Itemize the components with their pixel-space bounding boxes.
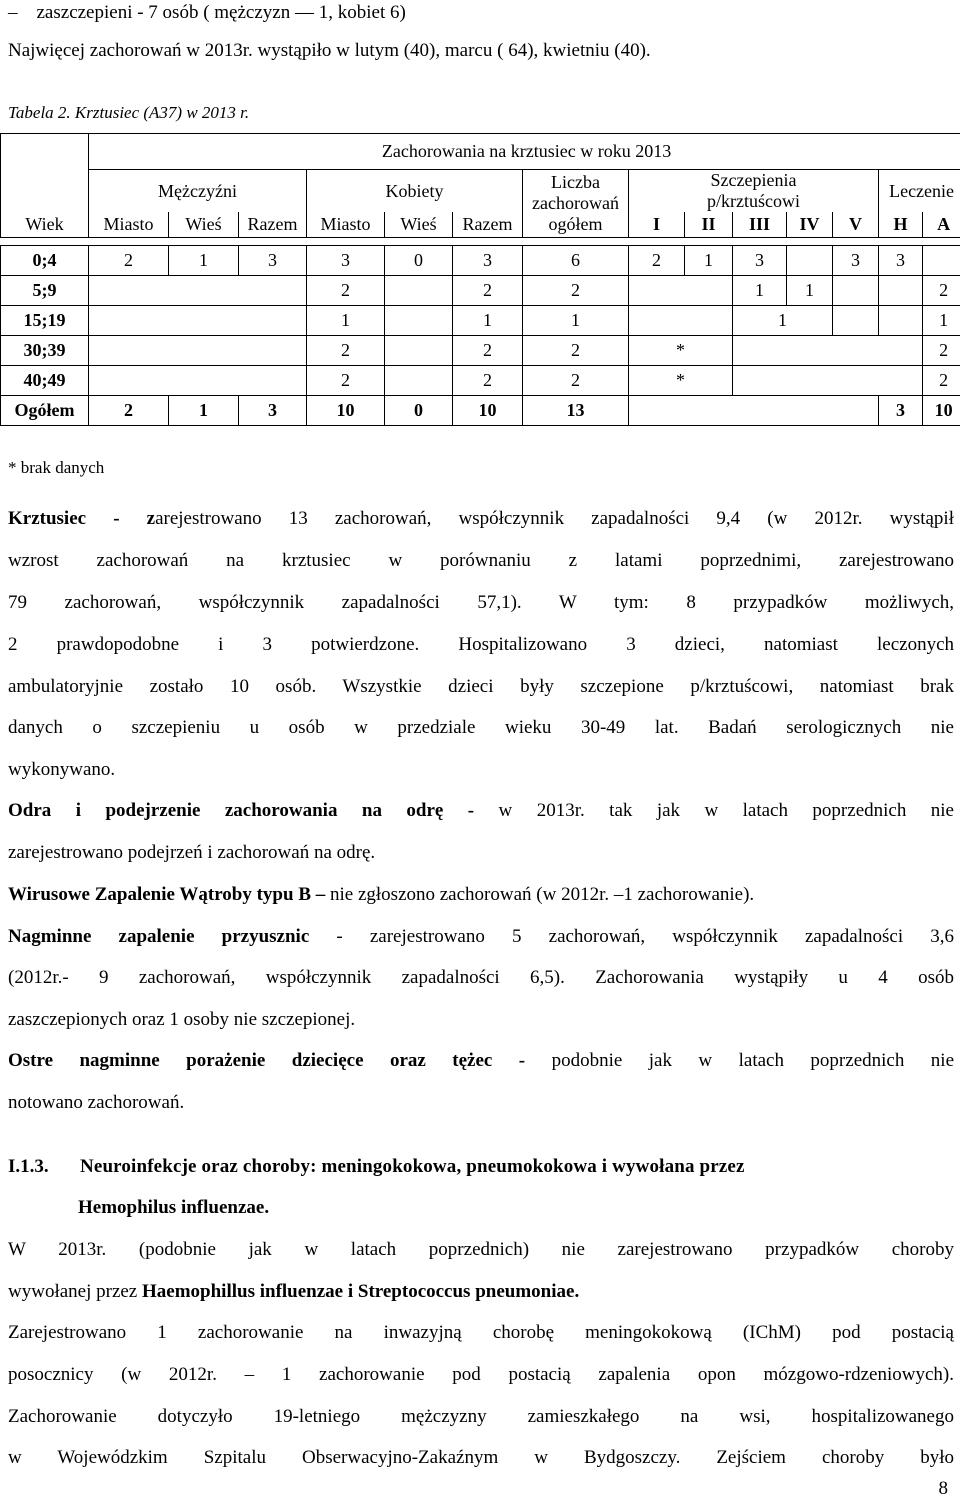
paragraph-mumps-l1: Nagminne zapalenie przyusznic - zarejestrowano 5 zachorowań, współczynnik zapadalności 3,6 — [8, 926, 954, 947]
dash: – — [8, 2, 18, 23]
paragraph-haemophilus-l2: wywołanej przez Haemophillus influenzae i Streptococcus pneumoniae. — [8, 1281, 580, 1302]
treat-header: Leczenie — [879, 170, 960, 213]
vacc-header: Szczepienia p/krztuścowi — [629, 170, 879, 213]
table-footnote: * brak danych — [8, 458, 105, 477]
table-row: 5;9 2 2 2 1 1 2 — [1, 276, 960, 306]
paragraph-text: Zarejestrowano 1 zachorowanie na inwazyjną chorobę meningokokową (IChM) pod postacią — [8, 1322, 954, 1343]
paragraph-text: Zachorowanie dotyczyło 19-letniego mężczyzny zamieszkałego na wsi, hospitalizowanego — [8, 1406, 954, 1427]
table-row: 40;49 2 2 2 * 2 — [1, 366, 960, 396]
table-title: Zachorowania na krztusiec w roku 2013 — [89, 134, 960, 170]
paragraph-measles-l1: Odra i podejrzenie zachorowania na odrę - w 2013r. tak jak w latach poprzednich nie — [8, 800, 954, 821]
paragraph-text: w Wojewódzkim Szpitalu Obserwacyjno-Zakaźnym w Bydgoszczy. Zejściem choroby było — [8, 1447, 954, 1468]
pertussis-table: Zachorowania na krztusiec w roku 2013 Mężczyźni Kobiety Liczba zachorowań ogółem Szczepienia p/krztuścowi Leczenie Wiek Miasto Wieś Razem Miasto Wieś Razem I II III IV V H A 0;4 2 1 3 3 0 3 6 2 1 3 3 3 5;9 2 2 2 1 1 2 15;19 1 1 1 1 1 30;39 2 2 2 * 2 40;49 2 2 2 * 2 Ogółem 2 1 3 10 0 10 13 3 10 — [0, 133, 960, 426]
group-men: Mężczyźni — [89, 170, 307, 213]
paragraph-hepatitis: Wirusowe Zapalenie Wątroby typu B – nie zgłoszono zachorowań (w 2012r. –1 zachorowanie). — [8, 884, 755, 905]
col-age: Wiek — [1, 212, 89, 238]
paragraph-pertussis-l1: Krztusiec - zarejestrowano 13 zachorowań, współczynnik zapadalności 9,4 (w 2012r. wystąpił — [8, 508, 954, 529]
page-number: 8 — [938, 1478, 948, 1499]
paragraph-text: (2012r.- 9 zachorowań, współczynnik zapadalności 6,5). Zachorowania wystąpiły u 4 osób — [8, 967, 954, 988]
section-heading-l2: Hemophilus influenzae. — [78, 1197, 270, 1218]
section-number: I.1.3. — [8, 1156, 49, 1177]
paragraph-text: 2 prawdopodobne i 3 potwierdzone. Hospitalizowano 3 dzieci, natomiast leczonych — [8, 634, 954, 655]
table-row: 30;39 2 2 2 * 2 — [1, 336, 960, 366]
paragraph-text: W 2013r. (podobnie jak w latach poprzednich) nie zarejestrowano przypadków choroby — [8, 1239, 954, 1260]
paragraph-text: wykonywano. — [8, 759, 116, 780]
paragraph-text: zaszczepionych oraz 1 osoby nie szczepionej. — [8, 1009, 356, 1030]
paragraph-text: wzrost zachorowań na krztusiec w porównaniu z latami poprzednimi, zarejestrowano — [8, 550, 954, 571]
top-line-1: – zaszczepieni - 7 osób ( mężczyzn — 1, kobiet 6) — [8, 2, 406, 23]
paragraph-text: posocznicy (w 2012r. – 1 zachorowanie pod postacią zapalenia opon mózgowo-rdzeniowych). — [8, 1364, 954, 1385]
paragraph-text: zarejestrowano podejrzeń i zachorowań na odrę. — [8, 842, 376, 863]
paragraph-polio-l1: Ostre nagminne porażenie dziecięce oraz tężec - podobnie jak w latach poprzednich nie — [8, 1050, 955, 1071]
table-row: 0;4 2 1 3 3 0 3 6 2 1 3 3 3 — [1, 246, 960, 276]
paragraph-text: notowano zachorowań. — [8, 1092, 185, 1113]
table-row: 15;19 1 1 1 1 1 — [1, 306, 960, 336]
paragraph-text: ambulatoryjnie zostało 10 osób. Wszystkie dzieci były szczepione p/krztuścowi, natomiast brak — [8, 676, 954, 697]
top-line-2: Najwięcej zachorowań w 2013r. wystąpiło w lutym (40), marcu ( 64), kwietniu (40). — [8, 40, 651, 61]
paragraph-text: danych o szczepieniu u osób w przedziale wieku 30-49 lat. Badań serologicznych nie — [8, 717, 954, 738]
group-women: Kobiety — [307, 170, 523, 213]
count-header: Liczba zachorowań ogółem — [523, 170, 629, 238]
section-heading: I.1.3. Neuroinfekcje oraz choroby: meningokokowa, pneumokokowa i wywołana przez — [8, 1156, 745, 1177]
table-row-total: Ogółem 2 1 3 10 0 10 13 3 10 — [1, 396, 960, 426]
corner-cell — [1, 134, 89, 170]
paragraph-text: 79 zachorowań, współczynnik zapadalności 57,1). W tym: 8 przypadków możliwych, — [8, 592, 954, 613]
table-caption: Tabela 2. Krztusiec (A37) w 2013 r. — [8, 103, 250, 122]
